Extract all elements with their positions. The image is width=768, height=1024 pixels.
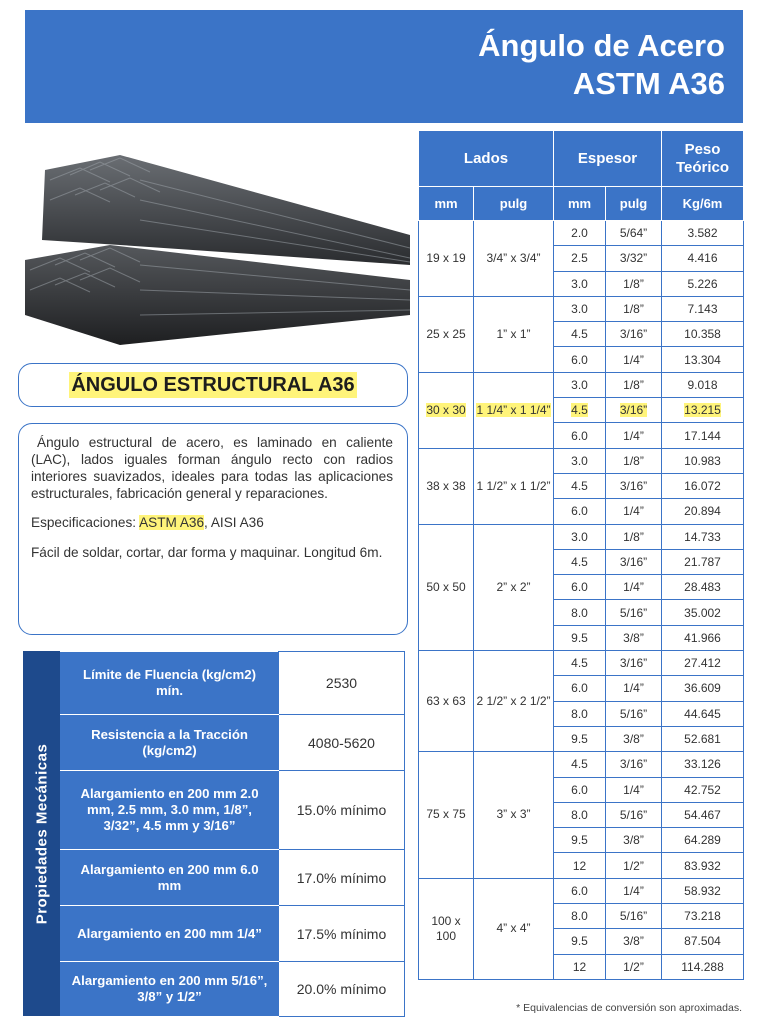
cell-espesor-mm: 6.0 (554, 676, 606, 701)
property-row (61, 652, 405, 715)
header-peso: Peso Teórico (662, 131, 744, 187)
cell-espesor-mm: 12 (554, 853, 606, 878)
property-value: 4080-5620 (279, 715, 405, 771)
weights-table-body (419, 221, 744, 980)
cell-espesor-pulg: 3/8” (606, 828, 662, 853)
cell-peso: 33.126 (662, 752, 744, 777)
cell-peso: 20.894 (662, 499, 744, 524)
property-value: 17.0% mínimo (279, 850, 405, 906)
property-row (61, 771, 405, 850)
cell-espesor-mm (554, 398, 606, 423)
cell-espesor-pulg (606, 398, 662, 423)
cell-espesor-mm: 6.0 (554, 878, 606, 903)
cell-espesor-pulg: 3/16” (606, 651, 662, 676)
cell-peso: 5.226 (662, 271, 744, 296)
cell-peso: 16.072 (662, 473, 744, 498)
table-row (419, 448, 744, 473)
cell-espesor-pulg: 1/8” (606, 372, 662, 397)
cell-espesor-pulg: 3/8” (606, 929, 662, 954)
cell-espesor-pulg: 1/8” (606, 524, 662, 549)
property-value: 17.5% mínimo (279, 906, 405, 962)
cell-espesor-pulg: 5/16” (606, 904, 662, 929)
header-espesor: Espesor (554, 131, 662, 187)
property-label: Alargamiento en 200 mm 6.0 mm (61, 850, 279, 906)
cell-espesor-mm: 6.0 (554, 347, 606, 372)
cell-espesor-mm: 4.5 (554, 651, 606, 676)
cell-espesor-mm: 3.0 (554, 271, 606, 296)
cell-lados-mm: 100 x 100 (419, 878, 474, 979)
spec-highlight: ASTM A36 (139, 515, 205, 530)
spec-prefix: Especificaciones: (31, 515, 140, 530)
table-row (419, 296, 744, 321)
cell-peso: 42.752 (662, 777, 744, 802)
cell-lados-pulg (474, 372, 554, 448)
cell-espesor-pulg: 1/8” (606, 296, 662, 321)
cell-lados-pulg: 2” x 2” (474, 524, 554, 650)
mechanical-properties-table (60, 651, 405, 1017)
cell-lados-mm: 50 x 50 (419, 524, 474, 650)
cell-lados-pulg: 1” x 1” (474, 296, 554, 372)
cell-peso: 36.609 (662, 676, 744, 701)
cell-peso: 64.289 (662, 828, 744, 853)
cell-lados-mm: 38 x 38 (419, 448, 474, 524)
specifications-line (31, 514, 393, 531)
cell-espesor-mm: 2.0 (554, 221, 606, 246)
cell-peso: 28.483 (662, 575, 744, 600)
cell-espesor-mm: 8.0 (554, 904, 606, 929)
cell-peso: 52.681 (662, 726, 744, 751)
cell-peso: 73.218 (662, 904, 744, 929)
cell-peso: 114.288 (662, 954, 744, 979)
cell-espesor-pulg: 1/4” (606, 575, 662, 600)
cell-peso (662, 398, 744, 423)
table-row (419, 221, 744, 246)
cell-peso: 4.416 (662, 246, 744, 271)
weights-table (418, 130, 744, 980)
steel-angle-bundle-image (20, 140, 410, 355)
header-title-line2: ASTM A36 (572, 66, 725, 101)
cell-espesor-pulg: 1/4” (606, 347, 662, 372)
product-title: ÁNGULO ESTRUCTURAL A36 (71, 374, 355, 396)
property-label: Límite de Fluencia (kg/cm2) mín. (61, 652, 279, 715)
cell-espesor-mm: 6.0 (554, 423, 606, 448)
header-espesor-mm: mm (554, 187, 606, 221)
table-row (419, 651, 744, 676)
cell-espesor-mm-text: 4.5 (571, 403, 588, 418)
cell-espesor-mm: 4.5 (554, 549, 606, 574)
cell-peso: 58.932 (662, 878, 744, 903)
cell-espesor-mm: 3.0 (554, 448, 606, 473)
cell-espesor-mm: 3.0 (554, 296, 606, 321)
property-row (61, 715, 405, 771)
cell-espesor-pulg: 5/16” (606, 600, 662, 625)
cell-espesor-pulg-text: 3/16” (619, 403, 648, 418)
cell-peso: 17.144 (662, 423, 744, 448)
header-lados: Lados (419, 131, 554, 187)
cell-peso: 3.582 (662, 221, 744, 246)
product-title-box (18, 363, 408, 407)
property-label: Alargamiento en 200 mm 5/16”, 3/8” y 1/2” (61, 962, 279, 1017)
cell-espesor-pulg: 3/8” (606, 625, 662, 650)
cell-peso: 41.966 (662, 625, 744, 650)
property-row (61, 906, 405, 962)
property-row (61, 962, 405, 1017)
cell-espesor-mm: 3.0 (554, 524, 606, 549)
cell-peso: 35.002 (662, 600, 744, 625)
cell-espesor-mm: 6.0 (554, 575, 606, 600)
header-title-line1: Ángulo de Acero (478, 28, 725, 63)
cell-espesor-pulg: 1/4” (606, 423, 662, 448)
description-paragraph: Ángulo estructural de acero, es laminado en caliente (LAC), lados iguales forman ángulo recto con radios interiores suavizados, ideales para todas las aplicaciones estructurales, fabricación general y reparaciones. (31, 435, 393, 501)
property-label: Alargamiento en 200 mm 2.0 mm, 2.5 mm, 3.0 mm, 1/8”, 3/32”, 4.5 mm y 3/16” (61, 771, 279, 850)
cell-espesor-mm: 6.0 (554, 777, 606, 802)
header-kg: Kg/6m (662, 187, 744, 221)
cell-lados-mm: 25 x 25 (419, 296, 474, 372)
description-closing: Fácil de soldar, cortar, dar forma y maquinar. Longitud 6m. (31, 545, 383, 560)
cell-espesor-mm: 2.5 (554, 246, 606, 271)
cell-espesor-mm: 4.5 (554, 473, 606, 498)
cell-espesor-pulg: 5/16” (606, 802, 662, 827)
cell-lados-pulg: 4” x 4” (474, 878, 554, 979)
cell-espesor-mm: 12 (554, 954, 606, 979)
cell-lados-mm: 19 x 19 (419, 221, 474, 297)
footnote: * Equivalencias de conversión son aproximadas. (516, 1002, 742, 1014)
cell-lados-mm-text: 30 x 30 (426, 402, 466, 417)
cell-lados-pulg: 2 1/2” x 2 1/2” (474, 651, 554, 752)
cell-espesor-pulg: 1/4” (606, 777, 662, 802)
cell-espesor-pulg: 1/2” (606, 954, 662, 979)
cell-espesor-pulg: 3/8” (606, 726, 662, 751)
table-row (419, 372, 744, 397)
cell-espesor-mm: 9.5 (554, 828, 606, 853)
cell-espesor-pulg: 1/4” (606, 878, 662, 903)
cell-lados-mm (419, 372, 474, 448)
cell-peso: 83.932 (662, 853, 744, 878)
cell-peso: 9.018 (662, 372, 744, 397)
property-label: Resistencia a la Tracción (kg/cm2) (61, 715, 279, 771)
cell-peso: 14.733 (662, 524, 744, 549)
cell-espesor-mm: 4.5 (554, 322, 606, 347)
cell-lados-pulg: 1 1/2” x 1 1/2” (474, 448, 554, 524)
cell-espesor-mm: 9.5 (554, 929, 606, 954)
cell-espesor-pulg: 1/8” (606, 271, 662, 296)
cell-espesor-pulg: 5/16” (606, 701, 662, 726)
cell-espesor-mm: 9.5 (554, 726, 606, 751)
cell-espesor-mm: 4.5 (554, 752, 606, 777)
cell-espesor-pulg: 3/16” (606, 549, 662, 574)
side-label-text: Propiedades Mecánicas (33, 743, 50, 924)
cell-peso-text: 13.215 (684, 403, 721, 418)
mechanical-properties-side-label (23, 651, 60, 1016)
cell-peso: 13.304 (662, 347, 744, 372)
cell-lados-mm: 75 x 75 (419, 752, 474, 878)
cell-espesor-pulg: 3/16” (606, 752, 662, 777)
cell-espesor-pulg: 1/4” (606, 499, 662, 524)
cell-espesor-pulg: 1/4” (606, 676, 662, 701)
table-row (419, 524, 744, 549)
cell-lados-pulg: 3/4” x 3/4” (474, 221, 554, 297)
cell-peso: 54.467 (662, 802, 744, 827)
header-espesor-pulg: pulg (606, 187, 662, 221)
cell-espesor-pulg: 3/32” (606, 246, 662, 271)
cell-peso: 7.143 (662, 296, 744, 321)
property-value: 15.0% mínimo (279, 771, 405, 850)
table-row (419, 752, 744, 777)
cell-peso: 10.358 (662, 322, 744, 347)
cell-espesor-mm: 6.0 (554, 499, 606, 524)
cell-peso: 44.645 (662, 701, 744, 726)
cell-peso: 27.412 (662, 651, 744, 676)
cell-espesor-pulg: 1/2” (606, 853, 662, 878)
property-row (61, 850, 405, 906)
cell-peso: 10.983 (662, 448, 744, 473)
description-box (18, 423, 408, 635)
cell-lados-pulg-text: 1 1/4” x 1 1/4” (476, 402, 551, 417)
spec-suffix: , AISI A36 (204, 515, 264, 530)
cell-espesor-mm: 3.0 (554, 372, 606, 397)
table-row (419, 878, 744, 903)
property-label: Alargamiento en 200 mm 1/4” (61, 906, 279, 962)
cell-peso: 21.787 (662, 549, 744, 574)
property-value: 20.0% mínimo (279, 962, 405, 1017)
cell-espesor-pulg: 5/64” (606, 221, 662, 246)
property-value: 2530 (279, 652, 405, 715)
cell-espesor-pulg: 1/8” (606, 448, 662, 473)
cell-espesor-mm: 8.0 (554, 701, 606, 726)
cell-espesor-mm: 8.0 (554, 802, 606, 827)
header-lados-pulg: pulg (474, 187, 554, 221)
header-lados-mm: mm (419, 187, 474, 221)
cell-espesor-mm: 9.5 (554, 625, 606, 650)
cell-lados-mm: 63 x 63 (419, 651, 474, 752)
cell-lados-pulg: 3” x 3” (474, 752, 554, 878)
cell-espesor-mm: 8.0 (554, 600, 606, 625)
cell-peso: 87.504 (662, 929, 744, 954)
cell-espesor-pulg: 3/16” (606, 322, 662, 347)
header-banner (25, 10, 743, 123)
cell-espesor-pulg: 3/16” (606, 473, 662, 498)
